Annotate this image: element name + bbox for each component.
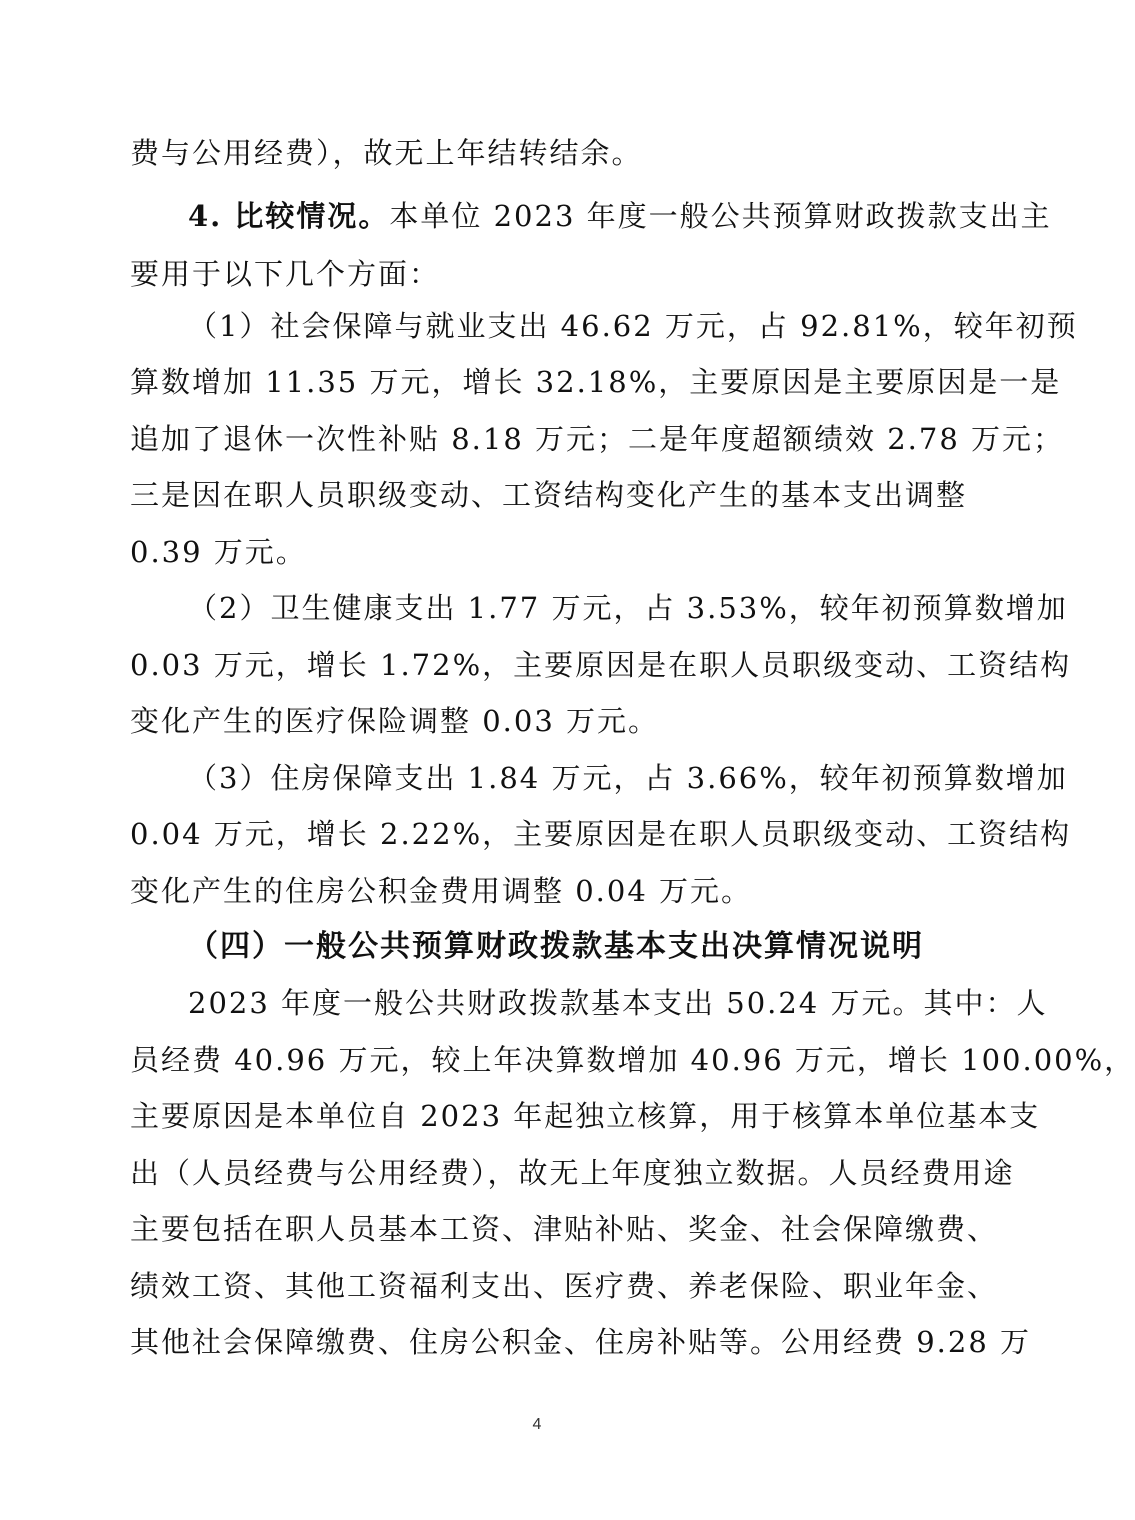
paragraph-line-4: （1）社会保障与就业支出 46.62 万元，占 92.81%，较年初预	[188, 309, 1078, 343]
section-heading-four: （四）一般公共预算财政拨款基本支出决算情况说明	[188, 929, 924, 964]
paragraph-line-16: 2023 年度一般公共财政拨款基本支出 50.24 万元。其中：人	[188, 986, 1048, 1020]
paragraph-line-13: 0.04 万元，增长 2.22%，主要原因是在职人员职级变动、工资结构	[130, 817, 1072, 851]
paragraph-line-12: （3）住房保障支出 1.84 万元，占 3.66%，较年初预算数增加	[188, 761, 1068, 795]
paragraph-line-9: （2）卫生健康支出 1.77 万元，占 3.53%，较年初预算数增加	[188, 591, 1068, 625]
paragraph-line-14: 变化产生的住房公积金费用调整 0.04 万元。	[130, 874, 753, 908]
paragraph-line-18: 主要原因是本单位自 2023 年起独立核算，用于核算本单位基本支	[130, 1099, 1041, 1133]
paragraph-line-3: 要用于以下几个方面：	[130, 257, 441, 291]
page-number: 4	[532, 1416, 542, 1433]
paragraph-line-19: 出（人员经费与公用经费），故无上年度独立数据。人员经费用途	[130, 1156, 1015, 1190]
paragraph-line-6: 追加了退休一次性补贴 8.18 万元；二是年度超额绩效 2.78 万元；	[130, 422, 1065, 456]
paragraph-line-8: 0.39 万元。	[130, 535, 307, 569]
section-4-label: 4. 比较情况。	[188, 199, 390, 233]
paragraph-line-11: 变化产生的医疗保险调整 0.03 万元。	[130, 704, 660, 738]
paragraph-line-5: 算数增加 11.35 万元，增长 32.18%，主要原因是主要原因是一是	[130, 365, 1062, 399]
paragraph-line-21: 绩效工资、其他工资福利支出、医疗费、养老保险、职业年金、	[130, 1269, 999, 1303]
section-4-line	[188, 196, 1052, 236]
paragraph-line-20: 主要包括在职人员基本工资、津贴补贴、奖金、社会保障缴费、	[130, 1212, 999, 1246]
paragraph-line-17: 员经费 40.96 万元，较上年决算数增加 40.96 万元，增长 100.00%，	[130, 1043, 1135, 1077]
paragraph-line-1: 费与公用经费），故无上年结转结余。	[130, 136, 643, 170]
paragraph-line-7: 三是因在职人员职级变动、工资结构变化产生的基本支出调整	[130, 478, 968, 512]
paragraph-line-22: 其他社会保障缴费、住房公积金、住房补贴等。公用经费 9.28 万	[130, 1325, 1032, 1359]
paragraph-line-10: 0.03 万元，增长 1.72%，主要原因是在职人员职级变动、工资结构	[130, 648, 1072, 682]
section-4-text: 本单位 2023 年度一般公共预算财政拨款支出主	[389, 199, 1052, 233]
